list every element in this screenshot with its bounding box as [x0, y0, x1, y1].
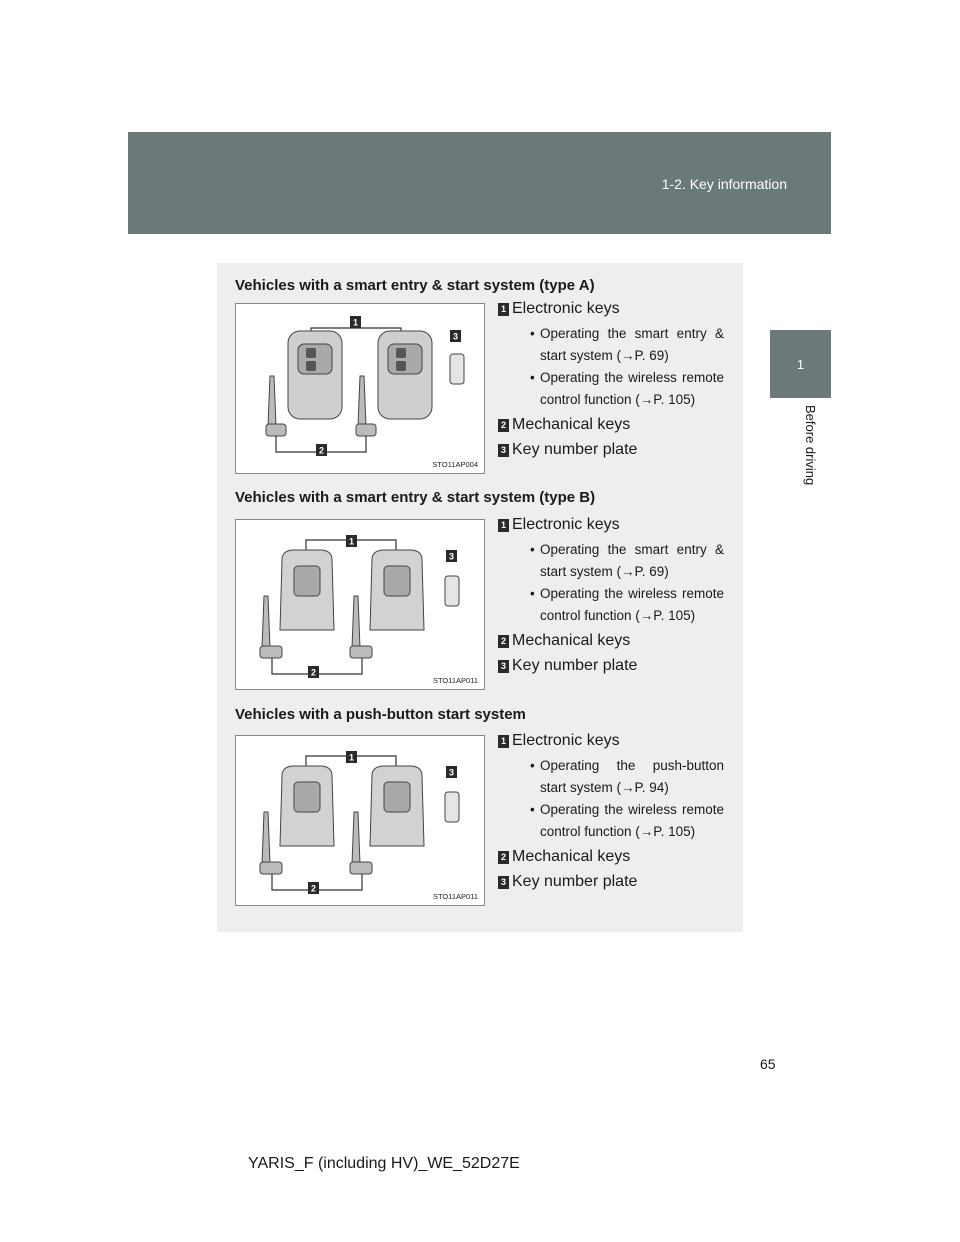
bullet-text: • Operating the smart entry & start system (→P. 69)	[530, 542, 724, 579]
block-heading-type-a: Vehicles with a smart entry & start system (type A)	[235, 277, 595, 294]
bullet-text: • Operating the smart entry & start system (→P. 69)	[530, 326, 724, 363]
item-number-badge: 2	[498, 635, 509, 648]
item-number-badge: 2	[498, 851, 509, 864]
figure-code: STO11AP011	[432, 676, 478, 685]
item-number-badge: 3	[498, 876, 509, 889]
item-label: Mechanical keys	[512, 848, 631, 865]
page-number: 65	[760, 1056, 776, 1072]
item-label: Mechanical keys	[512, 416, 631, 433]
key-illustration-type-b	[235, 519, 485, 690]
block-heading-push-button: Vehicles with a push-button start system	[235, 706, 526, 723]
item-label: Key number plate	[512, 873, 638, 890]
svg-text:3: 3	[448, 551, 455, 562]
bullet-text: • Operating the wireless remote control function (→P. 105)	[530, 370, 724, 407]
list-item	[498, 872, 724, 892]
key-description-type-a	[498, 299, 724, 460]
content-box	[217, 263, 743, 932]
list-item	[498, 847, 724, 867]
key-illustration-type-a	[235, 303, 485, 474]
key-description-type-b	[498, 515, 724, 676]
item-label: Key number plate	[512, 441, 638, 458]
svg-text:1: 1	[352, 317, 359, 328]
list-item	[498, 631, 724, 651]
list-item	[498, 515, 724, 535]
key-illustration-push-button	[235, 735, 485, 906]
svg-text:1: 1	[348, 752, 355, 763]
list-item	[498, 656, 724, 676]
section-title: 1-2. Key information	[661, 176, 787, 192]
item-number-badge: 1	[498, 735, 509, 748]
bullet-text: • Operating the push-button start system (→P. 94)	[530, 758, 724, 795]
bullet-text: • Operating the wireless remote control function (→P. 105)	[530, 802, 724, 839]
list-item	[498, 415, 724, 435]
item-label: Electronic keys	[512, 300, 620, 317]
bullet-text: • Operating the wireless remote control function (→P. 105)	[530, 586, 724, 623]
svg-text:3: 3	[452, 331, 459, 342]
block-heading-type-b: Vehicles with a smart entry & start system (type B)	[235, 489, 596, 506]
list-item	[498, 299, 724, 319]
item-number-badge: 3	[498, 444, 509, 457]
svg-text:2: 2	[318, 445, 325, 456]
svg-text:2: 2	[310, 883, 317, 894]
item-number-badge: 2	[498, 419, 509, 432]
svg-text:1: 1	[348, 536, 355, 547]
chapter-label: Before driving	[803, 405, 818, 486]
header-band	[128, 132, 831, 234]
item-label: Electronic keys	[512, 516, 620, 533]
svg-text:3: 3	[448, 767, 455, 778]
footer-code: YARIS_F (including HV)_WE_52D27E	[248, 1155, 520, 1172]
item-label: Key number plate	[512, 657, 638, 674]
item-number-badge: 1	[498, 519, 509, 532]
figure-code: STO11AP011	[432, 892, 478, 901]
key-description-push-button	[498, 731, 724, 892]
chapter-tab	[770, 330, 831, 398]
item-label: Mechanical keys	[512, 632, 631, 649]
chapter-number: 1	[796, 356, 805, 372]
svg-text:2: 2	[310, 667, 317, 678]
item-number-badge: 3	[498, 660, 509, 673]
figure-code: STO11AP004	[432, 460, 478, 469]
item-label: Electronic keys	[512, 732, 620, 749]
list-item	[498, 440, 724, 460]
item-number-badge: 1	[498, 303, 509, 316]
list-item	[498, 731, 724, 751]
